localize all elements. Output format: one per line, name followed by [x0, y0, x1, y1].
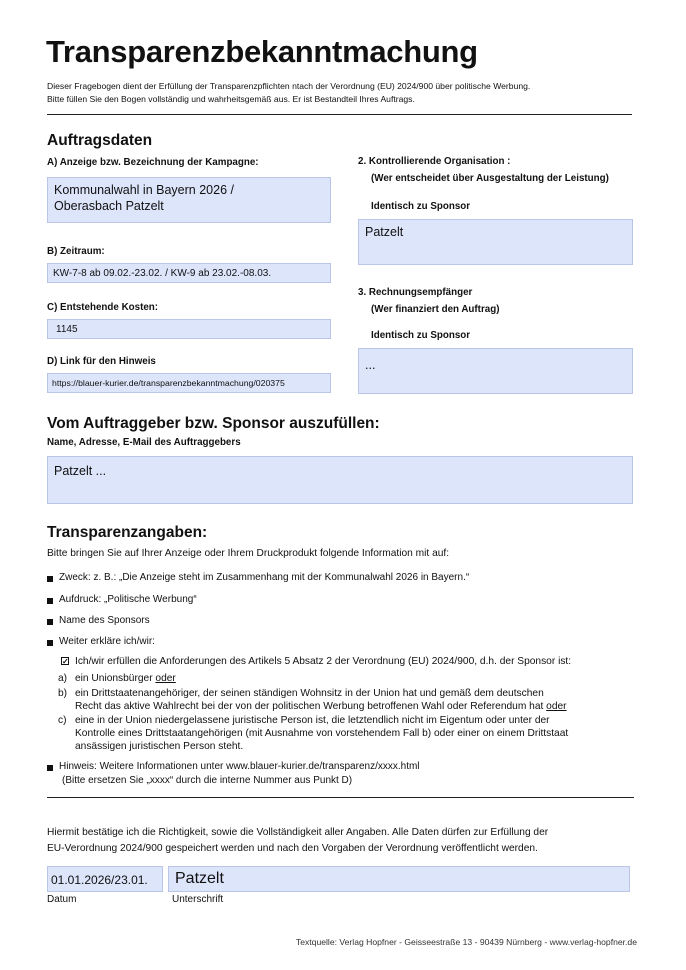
org-sublabel: (Wer entscheidet über Ausgestaltung der Leistung)	[371, 173, 609, 184]
option-b	[75, 687, 567, 713]
org-field[interactable]: Patzelt	[358, 219, 633, 265]
rech-field[interactable]: ...	[358, 348, 633, 394]
rech-number: 3.	[358, 287, 367, 298]
list-item-zweck: Zweck: z. B.: „Die Anzeige steht im Zusammenhang mit der Kommunalwahl 2026 in Bayern.“	[59, 572, 470, 583]
label-rechnungsempfaenger	[358, 287, 472, 298]
option-a-text: ein Unionsbürger	[75, 673, 156, 684]
sponsor-field[interactable]: Patzelt ...	[47, 456, 633, 504]
confirmation-line-2: EU-Verordnung 2024/900 gespeichert werden und nach den Vorgaben der Verordnung veröffentlicht werden.	[47, 843, 538, 854]
org-label-text: Kontrollierende Organisation :	[368, 156, 511, 167]
confirmation-text	[47, 825, 548, 857]
bullet-icon	[47, 765, 53, 771]
footer-source: Textquelle: Verlag Hopfner - Geisseestraße 13 - 90439 Nürnberg - www.verlag-hopfner.de	[295, 937, 637, 947]
bullet-icon	[47, 598, 53, 604]
date-field[interactable]: 01.01.2026/23.01.	[47, 866, 163, 892]
option-b-oder: oder	[546, 701, 567, 712]
bullet-icon	[47, 576, 53, 582]
letter-a: a)	[58, 673, 68, 684]
option-a	[75, 672, 176, 685]
divider	[47, 114, 632, 115]
bullet-icon	[47, 640, 53, 646]
rech-identisch-label: Identisch zu Sponsor	[371, 330, 471, 341]
intro-line-2: Bitte füllen Sie den Bogen vollständig und wahrheitsgemäß aus. Er ist Bestandteil Ihres Auftrags.	[47, 94, 415, 104]
date-label: Datum	[47, 894, 77, 905]
list-item-aufdruck: Aufdruck: „Politische Werbung“	[59, 594, 197, 605]
bullet-icon	[47, 619, 53, 625]
link-field[interactable]: https://blauer-kurier.de/transparenzbekanntmachung/020375	[47, 373, 331, 393]
hinweis-note: (Bitte ersetzen Sie „xxxx“ durch die interne Nummer aus Punkt D)	[62, 775, 353, 786]
option-c-line-3: ansässigen juristischen Person steht.	[75, 741, 244, 752]
kampagne-value-line-1: Kommunalwahl in Bayern 2026 /	[54, 183, 234, 197]
org-identisch-label: Identisch zu Sponsor	[371, 201, 471, 212]
label-kosten: C) Entstehende Kosten:	[47, 302, 159, 313]
intro-line-1: Dieser Fragebogen dient der Erfüllung der Transparenzpflichten ntach der Verordnung (EU) 2024/900 über politische Werbung.	[47, 81, 531, 91]
divider	[47, 797, 634, 798]
label-kampagne: A) Anzeige bzw. Bezeichnung der Kampagne:	[47, 157, 259, 168]
rech-sublabel: (Wer finanziert den Auftrag)	[371, 304, 500, 315]
kampagne-field[interactable]	[47, 177, 331, 223]
section-heading-auftragsdaten: Auftragsdaten	[47, 132, 153, 149]
option-c-line-2: Kontrolle eines Drittstaatangehörigen (mit Ausnahme von vorstehendem Fall b) oder einer on einem Drittstaat	[75, 728, 569, 739]
label-link: D) Link für den Hinweis	[47, 356, 156, 367]
option-c	[75, 714, 568, 753]
letter-c: c)	[58, 715, 67, 726]
option-a-oder: oder	[155, 673, 176, 684]
label-zeitraum: B) Zeitraum:	[47, 246, 105, 257]
option-b-line-2-text: Recht das aktive Wahlrecht bei der von der politischen Werbung betroffenen Wahl oder Referendum hat	[75, 701, 547, 712]
section-heading-sponsor: Vom Auftraggeber bzw. Sponsor auszufüllen:	[47, 415, 380, 432]
label-kontrollierende-organisation	[358, 156, 510, 167]
list-item-weiter: Weiter erkläre ich/wir:	[59, 636, 155, 647]
section-heading-transparenz: Transparenzangaben:	[47, 524, 208, 541]
letter-b: b)	[58, 688, 68, 699]
transparenz-intro: Bitte bringen Sie auf Ihrer Anzeige oder Ihrem Druckprodukt folgende Information mit auf:	[47, 548, 450, 559]
page-title: Transparenzbekanntmachung	[46, 34, 478, 69]
list-item-hinweis: Hinweis: Weitere Informationen unter www.blauer-kurier.de/transparenz/xxxx.html	[59, 761, 420, 772]
rech-label-text: Rechnungsempfänger	[368, 287, 473, 298]
confirmation-line-1: Hiermit bestätige ich die Richtigkeit, sowie die Vollständigkeit aller Angaben. Alle Daten dürfen zur Erfüllung der	[47, 827, 549, 838]
checkbox-label: Ich/wir erfüllen die Anforderungen des Artikels 5 Absatz 2 der Verordnung (EU) 2024/900, d.h. der Sponsor ist:	[75, 656, 572, 667]
signature-label: Unterschrift	[172, 894, 224, 905]
option-c-line-1: eine in der Union niedergelassene juristische Person ist, die letztendlich nicht im Eigentum oder unter der	[75, 715, 550, 726]
kosten-field[interactable]: 1145	[47, 319, 331, 339]
zeitraum-field[interactable]: KW-7-8 ab 09.02.-23.02. / KW-9 ab 23.02.-08.03.	[47, 263, 331, 283]
option-b-line-1: ein Drittstaatenangehöriger, der seinen ständigen Wohnsitz in der Union hat und gemäß dem deutschen	[75, 688, 544, 699]
option-b-line-2	[75, 700, 567, 713]
label-sponsor: Name, Adresse, E-Mail des Auftraggebers	[47, 437, 241, 448]
kampagne-value-line-2: Oberasbach Patzelt	[54, 199, 164, 213]
signature-field[interactable]: Patzelt	[168, 866, 630, 892]
list-item-name: Name des Sponsors	[59, 615, 150, 626]
intro-text	[47, 80, 647, 106]
org-number: 2.	[358, 156, 367, 167]
confirm-checkbox[interactable]: ✓	[62, 657, 69, 666]
